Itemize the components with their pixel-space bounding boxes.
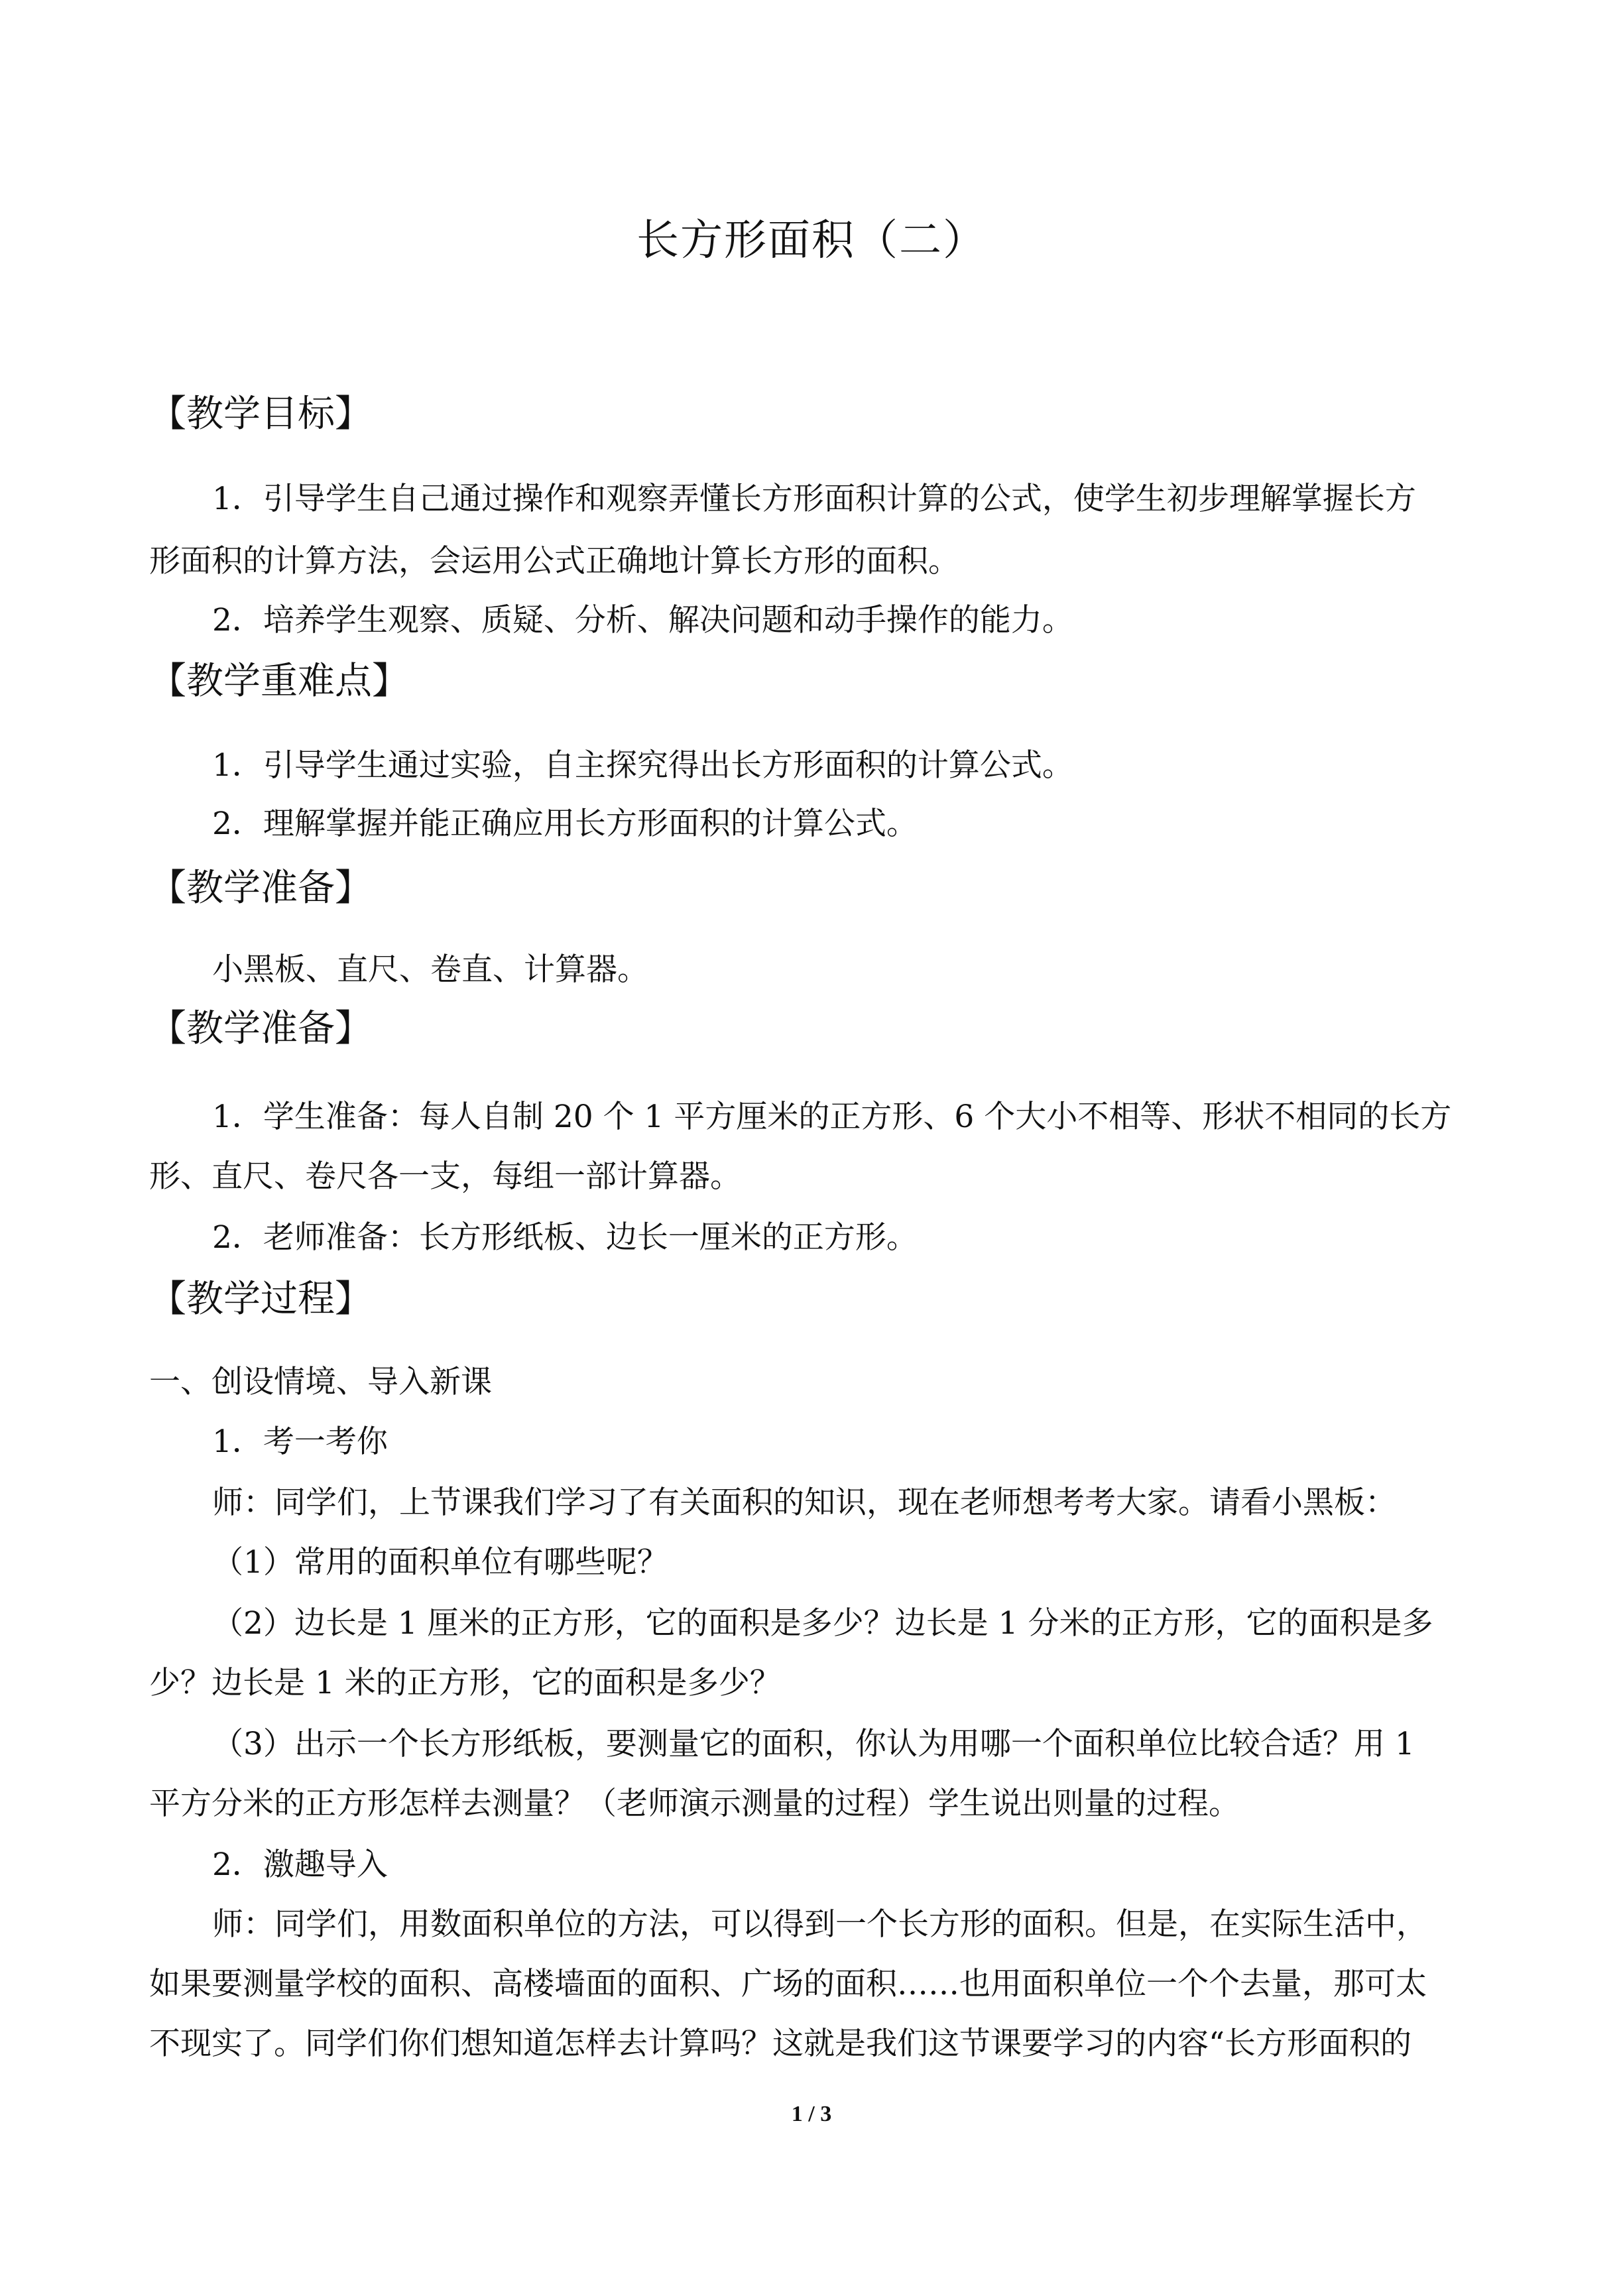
paragraph-line: 2．理解掌握并能正确应用长方形面积的计算公式。 <box>212 806 918 842</box>
paragraph-line: 师：同学们，用数面积单位的方法，可以得到一个长方形的面积。但是，在实际生活中， <box>212 1906 1427 1943</box>
paragraph-line: 2．培养学生观察、质疑、分析、解决问题和动手操作的能力。 <box>212 602 1073 638</box>
paragraph-line: 少？边长是 1 米的正方形，它的面积是多少？ <box>149 1665 781 1701</box>
paragraph-line: （3）出示一个长方形纸板，要测量它的面积，你认为用哪一个面积单位比较合适？用 1 <box>212 1726 1415 1762</box>
paragraph-line: 形面积的计算方法，会运用公式正确地计算长方形的面积。 <box>149 543 959 579</box>
paragraph-line: 1．考一考你 <box>212 1423 388 1460</box>
paragraph-line: 师：同学们，上节课我们学习了有关面积的知识，现在老师想考考大家。请看小黑板： <box>212 1484 1396 1521</box>
page-number: 1 / 3 <box>791 2102 832 2126</box>
paragraph-line: 2．激趣导入 <box>212 1846 388 1883</box>
paragraph-line: （1）常用的面积单位有哪些呢？ <box>212 1544 668 1581</box>
paragraph-line: 1．引导学生通过实验，自主探究得出长方形面积的计算公式。 <box>212 747 1073 784</box>
paragraph-line: 一、创设情境、导入新课 <box>149 1364 492 1400</box>
paragraph-line: 不现实了。同学们你们想知道怎样去计算吗？这就是我们这节课要学习的内容“长方形面积的 <box>149 2025 1412 2062</box>
section-heading-preparation: 【教学准备】 <box>149 867 372 910</box>
paragraph-line: 2．老师准备：长方形纸板、边长一厘米的正方形。 <box>212 1219 918 1256</box>
paragraph-line: 1．引导学生自己通过操作和观察弄懂长方形面积计算的公式，使学生初步理解掌握长方 <box>212 481 1416 517</box>
paragraph-line: 1．学生准备：每人自制 20 个 1 平方厘米的正方形、6 个大小不相等、形状不相同的长方 <box>212 1099 1452 1135</box>
section-heading-objectives: 【教学目标】 <box>149 393 372 436</box>
document-title: 长方形面积（二） <box>636 216 987 265</box>
paragraph-line: 如果要测量学校的面积、高楼墙面的面积、广场的面积……也用面积单位一个个去量，那可太 <box>149 1966 1427 2002</box>
paragraph-line: 小黑板、直尺、卷直、计算器。 <box>212 951 648 988</box>
paragraph-line: 形、直尺、卷尺各一支，每组一部计算器。 <box>149 1158 741 1195</box>
section-heading-preparation-2: 【教学准备】 <box>149 1007 372 1050</box>
section-heading-process: 【教学过程】 <box>149 1278 372 1321</box>
paragraph-line: （2）边长是 1 厘米的正方形，它的面积是多少？边长是 1 分米的正方形，它的面积是多 <box>212 1605 1433 1642</box>
paragraph-line: 平方分米的正方形怎样去测量？（老师演示测量的过程）学生说出则量的过程。 <box>149 1785 1240 1822</box>
section-heading-key-points: 【教学重难点】 <box>149 660 409 703</box>
